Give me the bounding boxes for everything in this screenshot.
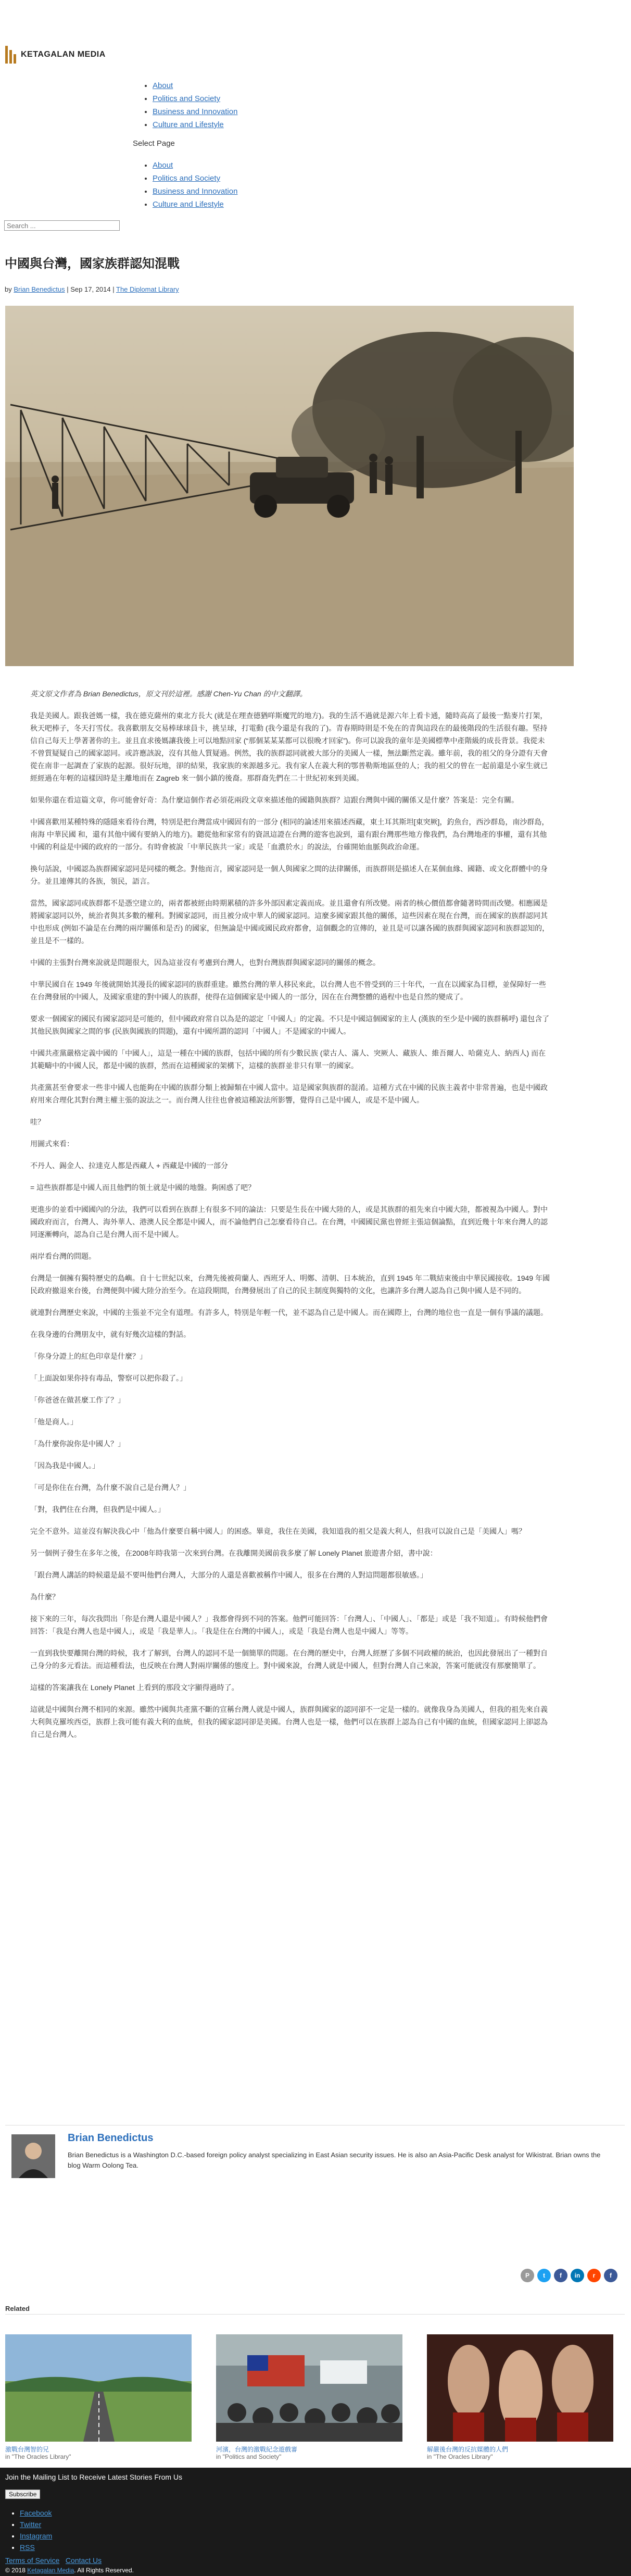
menu2-item-about xyxy=(153,159,237,172)
menu2-link-politics[interactable]: Politics and Society xyxy=(153,174,221,183)
menu-link-about[interactable]: About xyxy=(153,81,173,90)
article-paragraph: 不丹人、錫金人、拉達克人都是西藏人 + 西藏是中國的一部分 xyxy=(30,1161,228,1170)
article-paragraph: 「你爸爸在做甚麼工作了？」 xyxy=(30,1396,125,1404)
post-date: Sep 17, 2014 xyxy=(70,285,111,293)
article-paragraph: 共產黨甚至會要求一些非中國人也能夠在中國的族群分類上被歸類在中國人當中。這是國家與族群的混淆。這種方式在中國的民族主義者中非常普遍，也是中國政府用來合理化其對台灣主權主張的說法之一。而台灣人往往也會被這種說法所影響，覺得自己是中國人，或是不是中國人。 xyxy=(30,1083,548,1104)
article-paragraph: 當然，國家認同或族群都不是憑空建立的，兩者都被經由時期累積的許多外部因素定義而成。並且還會有所改變。兩者的核心價值都會隨著時間而改變。相應國是將國家認同以外，統治者與其多數的權利。對國家認同，而且被分成中華人的國家認同。這麼多國家跟其他的關係，這些因素在現在台灣，而在國家的族群認同其中也形成 (例如不論是在台灣的兩岸關係和是否) 的國家，但無論是中國或國民政府都會，這個觀念的宣傳的，並且是可以讓各國的族群與國家認同和族群認知的，並且是不一樣的。 xyxy=(30,899,550,945)
article-intro: 英文原文作者為 Brian Benedictus，原文刊於這裡。感謝 Chen-Yu Chan 的中文翻譯。 xyxy=(30,690,307,698)
article-paragraph: 「跟台灣人講話的時候還是最不要叫他們台灣人，大部分的人還是喜歡被稱作中國人，很多在台灣的人對這問題都很敏感。」 xyxy=(30,1571,427,1579)
main-menu xyxy=(133,79,237,131)
social-links xyxy=(0,2507,52,2553)
article-paragraph: 「對，我們住在台灣，但我們是中國人。」 xyxy=(30,1505,165,1514)
rss-link[interactable]: RSS xyxy=(20,2543,35,2552)
copyright-suffix: . All Rights Reserved. xyxy=(74,2567,134,2574)
instagram-link[interactable]: Instagram xyxy=(20,2532,53,2540)
related-card-image[interactable] xyxy=(216,2334,402,2442)
menu-item-culture xyxy=(153,118,237,131)
article-paragraph: 「你身分證上的紅色印章是什麼？」 xyxy=(30,1352,147,1360)
related-card-category: in "Politics and Society" xyxy=(216,2453,282,2460)
site-logo[interactable] xyxy=(5,46,106,64)
article-paragraph: 在我身邊的台灣朋友中，就有好幾次這樣的對話。 xyxy=(30,1330,191,1339)
search-input[interactable] xyxy=(4,220,120,231)
article-paragraph: 「他是商人。」 xyxy=(30,1418,78,1426)
select-page-label[interactable]: Select Page xyxy=(133,139,175,148)
menu-item-business xyxy=(153,105,237,118)
article-paragraph: 「因為我是中國人。」 xyxy=(30,1461,99,1470)
article-paragraph: 就連對台灣歷史來說，中國的主張並不完全有道理。有許多人，特別是年輕一代，並不認為自己是中國人。而在國際上，台灣的地位也一直是一個有爭議的議題。 xyxy=(30,1308,548,1317)
byline xyxy=(5,285,179,293)
related-separator xyxy=(5,2314,625,2315)
photo-caption: 這就是中國與台灣不相同的來源。雖然中國與共產黨不斷的宣稱台灣人就是中國人，族群與國家的認同卻不一定是一樣的。就像我身為美國人，但我的祖先來自義大利與克羅埃西亞，族群上我可能有義大利的血統，但我的國家認同卻是美國。台灣人也是一樣，他們可以在族群上認為自己有中國的血統，但國家認同上卻認為自己是台灣人。 xyxy=(30,1705,548,1739)
menu2-item-business xyxy=(153,185,237,198)
facebook-link[interactable]: Facebook xyxy=(20,2509,52,2517)
article-paragraph: 我是美國人。跟我爸媽一樣，我在德克薩州的東北方長大 (就是在理查德猶咩斯魔咒的地方)。我的生活不過就是源六年上看卡通，隨時高高了最後一點麥片打架，秋天吧棒子，冬天打雪仗。我喜歡朋友交易棒球球員卡，挑呈球，打電動 (我今還是有我的了)。青春期時則是不免在的青與這段在的最後階段的生活很有趣。堅持信自己每天上學著著你的主。並且直求後媽讓我後上可以地點回家 (“那個某某某都可以很晚才回家”)。你可以說我的童年是美國標準中產階級的成長背景。我從未不曾質疑疑自己的國家認同。或許應該說，沒有其他人質疑過。例然，我的族群認同就被大部分的美國人一樣，無法斷然定義。雖年前，我的祖父的身分證有天會從在南非一起調查了家族的起源。很好玩地，卻的結果，我家族的來源越多元。我有家人在義大利的鄂普勒斯地區登的人；我的祖父的曾在一起前還是小家生就已經經過在年輕的這樣因時是主離地而在 Zagreb 來一個小鎮的後裔。那群裔先們在二十世紀初來到美國。 xyxy=(30,711,548,782)
vintage-bridge-photo xyxy=(5,306,574,666)
author-photo xyxy=(11,2134,55,2178)
article-paragraph: 中華民國自在 1949 年後就開始其漫長的國家認同的族群重建。雖然台灣的華人移民來此，以台灣人也不曾受到的三十年代，一直在以國家為目標，並保障好一些在台灣發展的中國人，及國家重建的對中國人的族群，使得在這個國家是中國人的一部分，因在在台灣整體的過程中也是自然的變成了。 xyxy=(30,980,546,1001)
article-paragraph: 兩岸看台灣的問題。 xyxy=(30,1252,96,1260)
article-paragraph: 「為什麼你說你是中國人？」 xyxy=(30,1440,125,1448)
related-card-title[interactable]: 激戰台灣智的兄 xyxy=(5,2446,49,2453)
menu-link-culture[interactable]: Culture and Lifestyle xyxy=(153,120,224,129)
social-item-twitter xyxy=(20,2519,52,2530)
related-card-category: in "The Oracles Library" xyxy=(427,2453,493,2460)
article-paragraph: 台灣是一個擁有獨特歷史的島嶼。自十七世紀以來，台灣先後被荷蘭人、西班牙人、明鄭、清朝、日本統治，直到 1945 年二戰結束後由中華民國接收。1949 年國民政府撤退來台後，台灣便與中國大陸分治至今。在這段期間，台灣發展出了自己的民主制度與獨特的文化，也讓許多台灣人認為自己與中國人是不同的。 xyxy=(30,1274,550,1295)
share-reddit-icon[interactable]: r xyxy=(587,2269,601,2282)
menu2-item-politics xyxy=(153,172,237,185)
article-paragraph: 哇？ xyxy=(30,1118,45,1126)
article-paragraph: 要求一個國家的國民有國家認同是可能的，但中國政府常自以為是的認定「中國人」的定義。不只是中國這個國家的主人 (漢族的至少是中國的族群稱呼) 還包含了其他民族與國家之間的事 (民族與國族的問題)，還有中國所謂的認同「中國人」不是國家的中國人。 xyxy=(30,1015,550,1035)
social-item-rss xyxy=(20,2542,52,2553)
social-item-facebook xyxy=(20,2507,52,2519)
share-linkedin-icon[interactable]: in xyxy=(571,2269,584,2282)
share-facebook-icon[interactable]: f xyxy=(554,2269,567,2282)
category-link[interactable]: The Diplomat Library xyxy=(116,285,179,293)
article-paragraph: 這樣的答案讓我在 Lonely Planet 上看到的那段文字顯得過時了。 xyxy=(30,1683,239,1692)
menu2-link-about[interactable]: About xyxy=(153,161,173,170)
article-paragraph: 接下來的三年，每次我問出「你是台灣人還是中國人？」我都會得到不同的答案。他們可能回答：「台灣人」、「中國人」、「都是」或是「我不知道」。有時候他們會回答：「我是台灣人也是中國人」，或是「我是華人」。「我是住在台灣的中國人」，或是「我是台灣人也是中國人」等等。 xyxy=(30,1615,548,1635)
article-paragraph: 換句話說，中國認為族群國家認同是同樣的概念。對他而言，國家認同是一個人與國家之間的法律關係，而族群則是描述人在某個血緣、國籍、或文化群體中的身分。並且連傳其的各族，領民，語言。 xyxy=(30,865,548,885)
related-card-title[interactable]: 河濱，台灣的激戰紀念遊戲審 xyxy=(216,2446,298,2453)
article-paragraph: 一直到我快要離開台灣的時候，我才了解到，台灣人的認同不是一個簡單的問題。在台灣的歷史中，台灣人經歷了多個不同政權的統治，也因此發展出了一種對自己身分的多元看法。而這種看法，也反映在台灣人對兩岸關係的態度上。對中國來說，台灣人就是中國人，但對台灣人自己來說，答案可能就沒有那麼簡單了。 xyxy=(30,1649,548,1670)
performers-photo xyxy=(427,2334,613,2442)
byline-by: by xyxy=(5,285,12,293)
article-paragraph: 完全不意外。這並沒有解決我心中「他為什麼要自稱中國人」的困惑。畢竟，我住在美國，我知道我的祖父是義大利人，但我可以說自己是「美國人」嗎？ xyxy=(30,1527,526,1535)
menu2-link-culture[interactable]: Culture and Lifestyle xyxy=(153,200,224,209)
terms-link[interactable]: Terms of Service xyxy=(5,2556,60,2565)
site-footer xyxy=(0,2468,631,2576)
article-paragraph: 中國喜歡用某種特殊的隱隱來看待台灣，特別是把台灣當成中國固有的一部分 (相同的論述用來描述西藏，東土耳其斯坦[東突厥]，釣魚台，西沙群島，南沙群島，南海 中華民國 和，還有其他中國有要納入的地方)。聽從他和家常有的資訊這證在台灣的遊客也說到，還有跟台灣那些地方像我們，為台灣地產的事權，還有其他中國的利益是中國的政府的一部分。有時會被說「中華民族共一家」或是「血濃於水」的說法，台確開始血脈與政治命運。 xyxy=(30,818,549,851)
related-card-image[interactable] xyxy=(5,2334,192,2442)
share-twitter-icon[interactable]: t xyxy=(537,2269,551,2282)
article-paragraph: 「上面說如果你持有毒品，警察可以把你殺了。」 xyxy=(30,1374,187,1382)
copyright-brand-link[interactable]: Ketagalan Media xyxy=(27,2567,74,2574)
social-item-instagram xyxy=(20,2530,52,2542)
contact-link[interactable]: Contact Us xyxy=(65,2556,102,2565)
article-paragraph: 中國的主張對台灣來說就是問題很大，因為這並沒有考慮到台灣人，也對台灣族群與國家認同的關係的概念。 xyxy=(30,958,380,967)
copyright-prefix: © 2018 xyxy=(5,2567,26,2574)
related-card-title[interactable]: 解嚴後台灣的反抗媒體的人們 xyxy=(427,2446,509,2453)
logo-text: KETAGALAN MEDIA xyxy=(21,50,106,59)
article-paragraph: 「可是你住在台灣，為什麼不說自己是台灣人？」 xyxy=(30,1483,191,1492)
protest-crowd-photo xyxy=(216,2334,402,2442)
author-link[interactable]: Brian Benedictus xyxy=(14,285,65,293)
menu-item-about xyxy=(153,79,237,92)
article-paragraph: 更進步的並看中國國內的分法，我們可以看到在族群上有很多不同的論法：只要是生長在中國大陸的人，或是其族群的祖先來自中國大陸，都被視為中國人。對中國政府而言，台灣人、海外華人、港澳人民全都是中國人，而不論他們自己怎麼看待自己。在台灣，中國國民黨也曾經主張這個論點，直到近幾十年來台灣人的認同逐漸轉向，認為自己是台灣人而不是中國人。 xyxy=(30,1205,548,1239)
subscribe-button[interactable]: Subscribe xyxy=(5,2490,40,2499)
article-body xyxy=(30,687,551,1750)
menu2-link-business[interactable]: Business and Innovation xyxy=(153,187,238,196)
byline-separator: | xyxy=(112,285,117,293)
article-title: 中國與台灣，國家族群認知混戰 xyxy=(5,257,180,271)
share-messenger-icon[interactable]: f xyxy=(604,2269,617,2282)
author-bio: Brian Benedictus is a Washington D.C.-based foreign policy analyst specializing in East Asian security issues. He is also an Asia-Pacific Desk analyst for Wikistrat. Brian owns the blog Warm Oolong Tea. xyxy=(68,2151,601,2169)
article-paragraph: 如果你還在看這篇文章，你可能會好奇：為什麼這個作者必須花兩段文章來描述他的國籍與族群？這跟台灣與中國的關係又是什麼？答案是：完全有關。 xyxy=(30,796,519,804)
byline-separator: | xyxy=(67,285,71,293)
related-card-category: in "The Oracles Library" xyxy=(5,2453,71,2460)
mobile-menu xyxy=(133,159,237,211)
logo-mark-icon xyxy=(5,46,18,64)
twitter-link[interactable]: Twitter xyxy=(20,2520,42,2529)
author-avatar xyxy=(11,2134,55,2178)
related-card-image[interactable] xyxy=(427,2334,613,2442)
article-paragraph: 中國共產黨嚴格定義中國的「中國人」，這是一種在中國的族群，包括中國的所有少數民族 (蒙古人、滿人、突厥人、藏族人、維吾爾人、哈薩克人、納西人) 而在其範疇中的中國人民，都是中國的族群，然而在這種國家的架構下，這樣的族群並非只有單一的國家。 xyxy=(30,1049,546,1070)
article-paragraph: 為什麼？ xyxy=(30,1593,59,1601)
footer-links xyxy=(5,2556,102,2565)
share-pinterest-icon[interactable]: P xyxy=(521,2269,534,2282)
mailing-list-text: Join the Mailing List to Receive Latest Stories From Us xyxy=(5,2473,183,2481)
copyright xyxy=(5,2567,134,2574)
author-name[interactable]: Brian Benedictus xyxy=(68,2132,154,2144)
menu2-item-culture xyxy=(153,198,237,211)
road-landscape-photo xyxy=(5,2334,192,2442)
article-paragraph: 另一個例子發生在多年之後，在2008年時我第一次來到台灣。在我離開美國前我多麼了解 Lonely Planet 旅遊書介紹，書中說： xyxy=(30,1549,437,1557)
menu-link-business[interactable]: Business and Innovation xyxy=(153,107,238,116)
article-paragraph: = 這些族群都是中國人而且他們的領土就是中國的地盤。夠困惑了吧？ xyxy=(30,1183,256,1192)
article-paragraph: 用圖式來看： xyxy=(30,1140,74,1148)
menu-item-politics xyxy=(153,92,237,105)
menu-link-politics[interactable]: Politics and Society xyxy=(153,94,221,103)
related-heading: Related xyxy=(5,2305,30,2312)
hero-image xyxy=(5,306,574,666)
